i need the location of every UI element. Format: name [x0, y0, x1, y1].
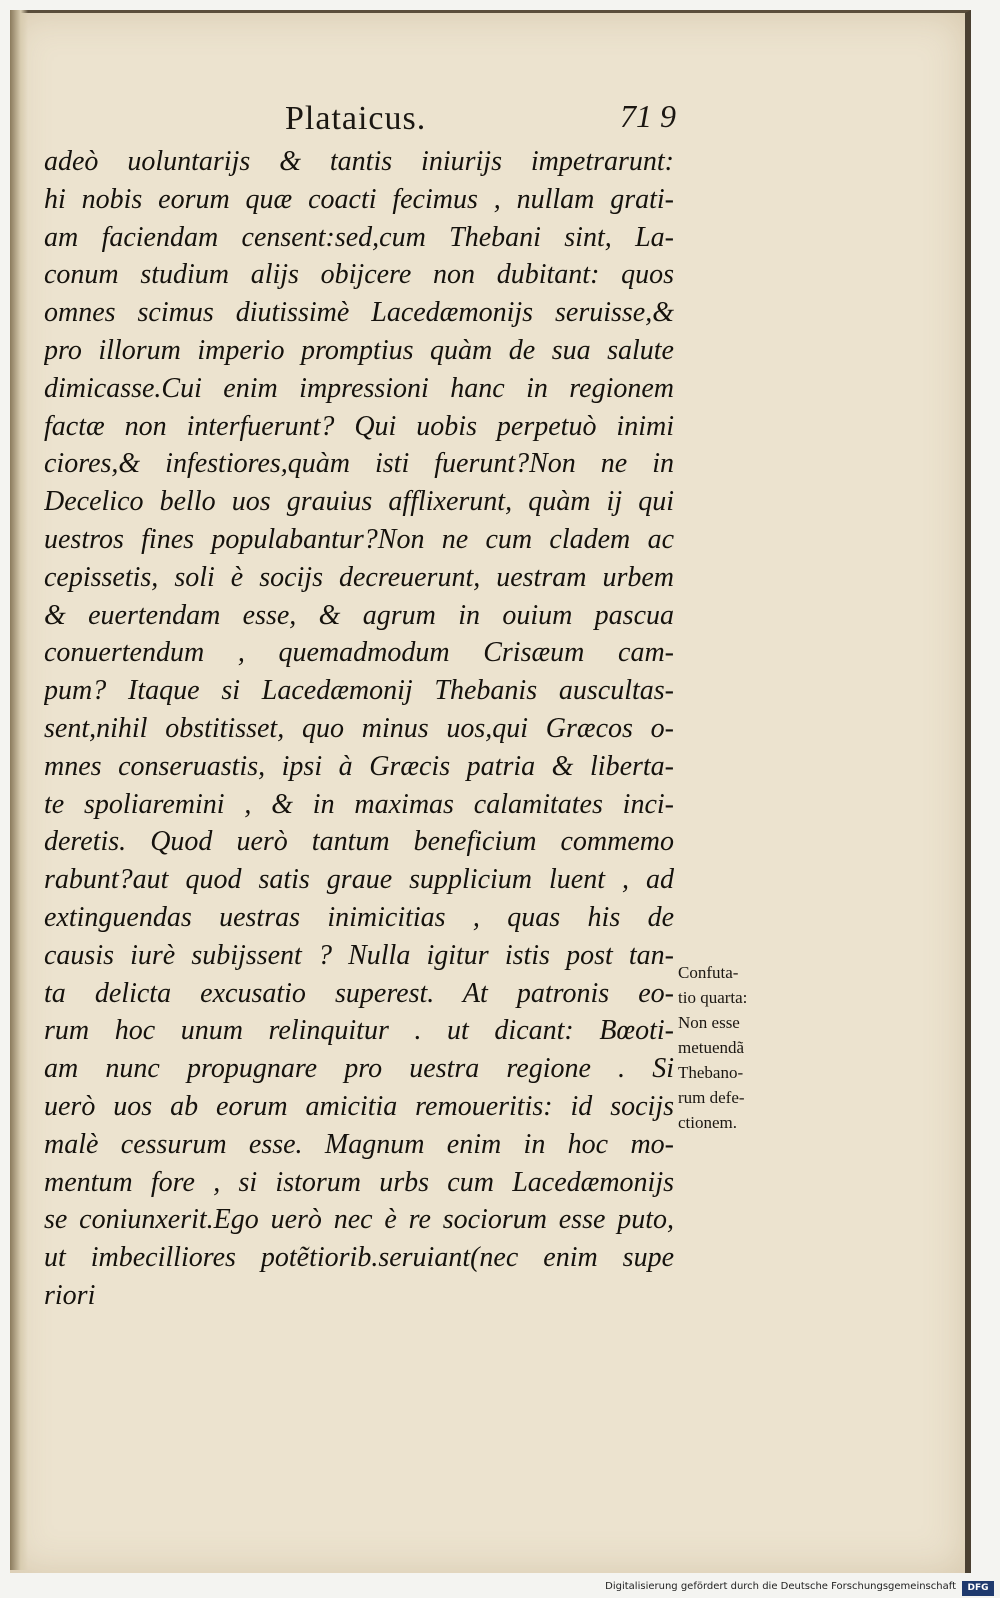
text-line: pum? Itaque si Lacedæmonij Thebanis auscultas-: [44, 675, 674, 707]
dfg-logo: DFG: [962, 1581, 994, 1596]
text-line: am nunc propugnare pro uestra regione . Si: [44, 1053, 674, 1085]
text-line: uerò uos ab eorum amicitia remoueritis: id socijs: [44, 1090, 674, 1122]
text-line: ta delicta excusatio superest. At patronis eo-: [44, 977, 674, 1009]
marginal-note-line: tio quarta:: [678, 988, 748, 1007]
funding-credit: Digitalisierung gefördert durch die Deutsche Forschungsgemeinschaft: [605, 1581, 956, 1592]
digitization-footer: [0, 1580, 1000, 1598]
text-line: am faciendam censent:sed,cum Thebani sint, La-: [44, 221, 674, 253]
text-line: uestros fines populabantur?Non ne cum cladem ac: [44, 523, 674, 555]
marginal-note-line: rum defe-: [678, 1088, 745, 1107]
marginal-note-line: Confuta-: [678, 963, 739, 982]
marginal-note: [678, 960, 798, 1135]
text-line: pro illorum imperio promptius quàm de sua salute: [44, 334, 674, 366]
text-line: mnes conseruastis, ipsi à Græcis patria & liberta-: [44, 750, 674, 782]
text-line: se coniunxerit.Ego uerò nec è re sociorum esse puto,: [44, 1204, 674, 1236]
text-line: ut imbecilliores potẽtiorib.seruiant(nec enim supe: [44, 1242, 674, 1274]
text-line: hi nobis eorum quæ coacti fecimus , nullam grati-: [44, 183, 674, 215]
text-line: Decelico bello uos grauius afflixerunt, quàm ij qui: [44, 486, 674, 518]
text-line: extinguendas uestras inimicitias , quas his de: [44, 901, 674, 933]
marginal-note-line: metuendã: [678, 1038, 745, 1057]
text-line: rabunt?aut quod satis graue supplicium luent , ad: [44, 864, 674, 896]
text-line: cepissetis, soli è socijs decreuerunt, uestram urbem: [44, 561, 674, 593]
text-line: dimicasse.Cui enim impressioni hanc in regionem: [44, 372, 674, 404]
text-line: malè cessurum esse. Magnum enim in hoc mo-: [44, 1128, 674, 1160]
page-number: 71 9: [620, 98, 676, 134]
page-gutter-shadow: [10, 10, 28, 1570]
text-line: conum studium alijs obijcere non dubitant: quos: [44, 259, 674, 291]
text-line: ciores,& infestiores,quàm isti fuerunt?Non ne in: [44, 448, 674, 480]
text-line: sent,nihil obstitisset, quo minus uos,qui Græcos o-: [44, 712, 674, 744]
text-line: mentum fore , si istorum urbs cum Lacedæmonijs: [44, 1166, 674, 1198]
text-line: omnes scimus diutissimè Lacedæmonijs seruisse,&: [44, 297, 674, 329]
text-line: adeò uoluntarijs & tantis iniurijs impetrarunt:: [44, 146, 674, 177]
marginal-note-line: Thebano-: [678, 1063, 744, 1082]
text-line: rum hoc unum relinquitur . ut dicant: Bœoti-: [44, 1015, 674, 1047]
marginal-note-line: Non esse: [678, 1013, 740, 1032]
running-head: [0, 92, 1000, 142]
text-line: conuertendum , quemadmodum Crisæum cam-: [44, 637, 674, 669]
body-text: [44, 143, 674, 1315]
text-line: te spoliaremini , & in maximas calamitates inci-: [44, 788, 674, 820]
text-line: factæ non interfuerunt? Qui uobis perpetuò inimi: [44, 410, 674, 442]
text-line: deretis. Quod uerò tantum beneficium commemo: [44, 826, 674, 858]
marginal-note-line: ctionem.: [678, 1113, 738, 1132]
text-line: & euertendam esse, & agrum in ouium pascua: [44, 599, 674, 631]
text-line: riori: [44, 1279, 96, 1311]
running-title: Plataicus.: [285, 100, 427, 137]
text-line: causis iurè subijssent ? Nulla igitur istis post tan-: [44, 939, 674, 971]
